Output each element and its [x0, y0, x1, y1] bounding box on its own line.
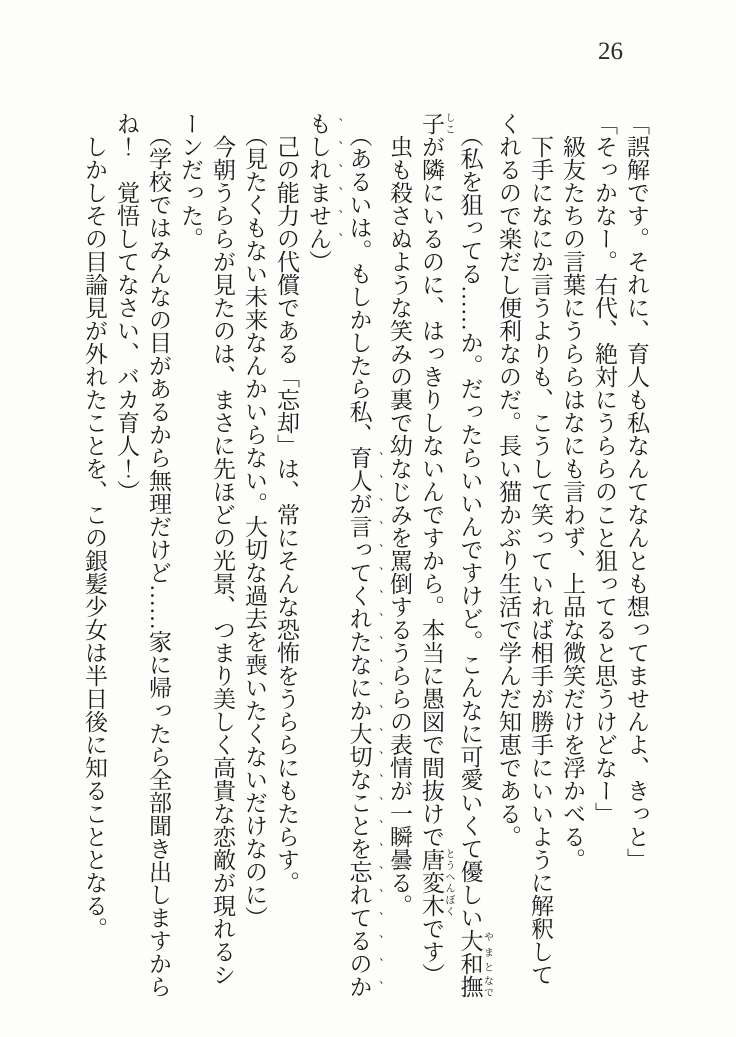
emphasis-char: く、	[346, 583, 384, 607]
emphasis-char: 人、	[346, 468, 384, 492]
text-line: 「誤解です。それに、育人も私なんてなんとも想ってませんよ、きっと」	[624, 112, 649, 871]
emphasis-char: 育、	[346, 445, 384, 469]
text-line: （見たくもない未来なんかいらない。大切な過去を喪いたくないだけなのに）	[242, 123, 267, 929]
emphasis-char: れ、	[306, 158, 344, 181]
emphasis-char: ん、	[306, 227, 344, 250]
text-line: 虫も殺さぬような笑みの裏で幼なじみを罵倒するうららの表情が一瞬曇る。	[387, 135, 412, 917]
emphasis-char: な、	[346, 652, 384, 676]
text-line: 今朝うららが見たのは、まさに先ほどの光景、つまり美しく高貴な恋敵が現れるシ	[210, 135, 235, 986]
emphasis-char: が、	[346, 491, 384, 515]
page-number: 26	[598, 38, 623, 65]
emphasis-char: か、	[346, 698, 384, 722]
emphasis-char: た、	[346, 629, 384, 653]
text-line: ね！ 覚悟してなさい、バカ育人！）	[114, 112, 139, 503]
emphasis-char: か、	[346, 974, 384, 998]
text-line: 「そっかなー。右代、絶対にうららのこと狙ってると思うけどなー」	[592, 112, 617, 825]
furigana-ruby: 唐変木 とうへんぼく	[419, 848, 454, 917]
text-line: ーンだった。	[178, 112, 203, 250]
emphasis-char: れ、	[346, 882, 384, 906]
text-line: 子 しこが隣にいるのに、はっきりしないんですから。本当に愚図で間抜けで唐変木 とうへんぼくです）	[419, 112, 454, 986]
text-line: くれるので楽だし便利なのだ。長い猫かぶり生活で学んだ知恵である。	[496, 112, 521, 848]
text-line: （あるいは。もしかしたら私、育、人、が、言、っ、て、く、れ、た、な、に、か、大、切、な、こ、と、を、忘、れ、て、る、の、か、	[346, 123, 384, 998]
emphasis-char: を、	[346, 836, 384, 860]
emphasis-char: の、	[346, 951, 384, 975]
emphasis-char: っ、	[346, 537, 384, 561]
text-line: （私を狙ってる……か。だったらいいんですけど。こんなに可愛いくて優しい大和 やまと撫 なで	[457, 123, 493, 998]
emphasis-char: れ、	[346, 606, 384, 630]
emphasis-char: に、	[346, 675, 384, 699]
emphasis-char: な、	[346, 767, 384, 791]
furigana-ruby: 子 しこ	[419, 112, 454, 135]
text-line: しかしその目論見が外れたことを、この銀髪少女は半日後に知ることとなる。	[82, 135, 107, 940]
novel-text-block	[78, 112, 652, 998]
emphasis-char: ま、	[306, 181, 344, 204]
furigana-ruby: 大和 やまと	[457, 928, 493, 975]
emphasis-char: 切、	[346, 744, 384, 768]
emphasis-char: せ、	[306, 204, 344, 227]
furigana-ruby: 撫 なで	[457, 974, 493, 998]
emphasis-char: 言、	[346, 514, 384, 538]
text-line: 己の能力の代償である「忘却」は、常にそんな恐怖をうららにもたらす。	[274, 135, 299, 894]
emphasis-char: こ、	[346, 790, 384, 814]
text-line: 級友たちの言葉にうららはなにも言わず、上品な微笑だけを浮かべる。	[560, 135, 585, 871]
emphasis-char: と、	[346, 813, 384, 837]
text-line: 下手になにか言うよりも、こうして笑っていれば相手が勝手にいいように解釈して	[528, 135, 553, 986]
emphasis-char: し、	[306, 135, 344, 158]
emphasis-char: る、	[346, 928, 384, 952]
emphasis-char: も、	[306, 112, 344, 135]
emphasis-char: 大、	[346, 721, 384, 745]
emphasis-char: て、	[346, 560, 384, 584]
emphasis-char: て、	[346, 905, 384, 929]
emphasis-char: 忘、	[346, 859, 384, 883]
text-line: （学校ではみんなの目があるから無理だけど……家に帰ったら全部聞き出しますから	[146, 123, 171, 998]
text-line: も、し、れ、ま、せ、ん、）	[306, 112, 344, 273]
